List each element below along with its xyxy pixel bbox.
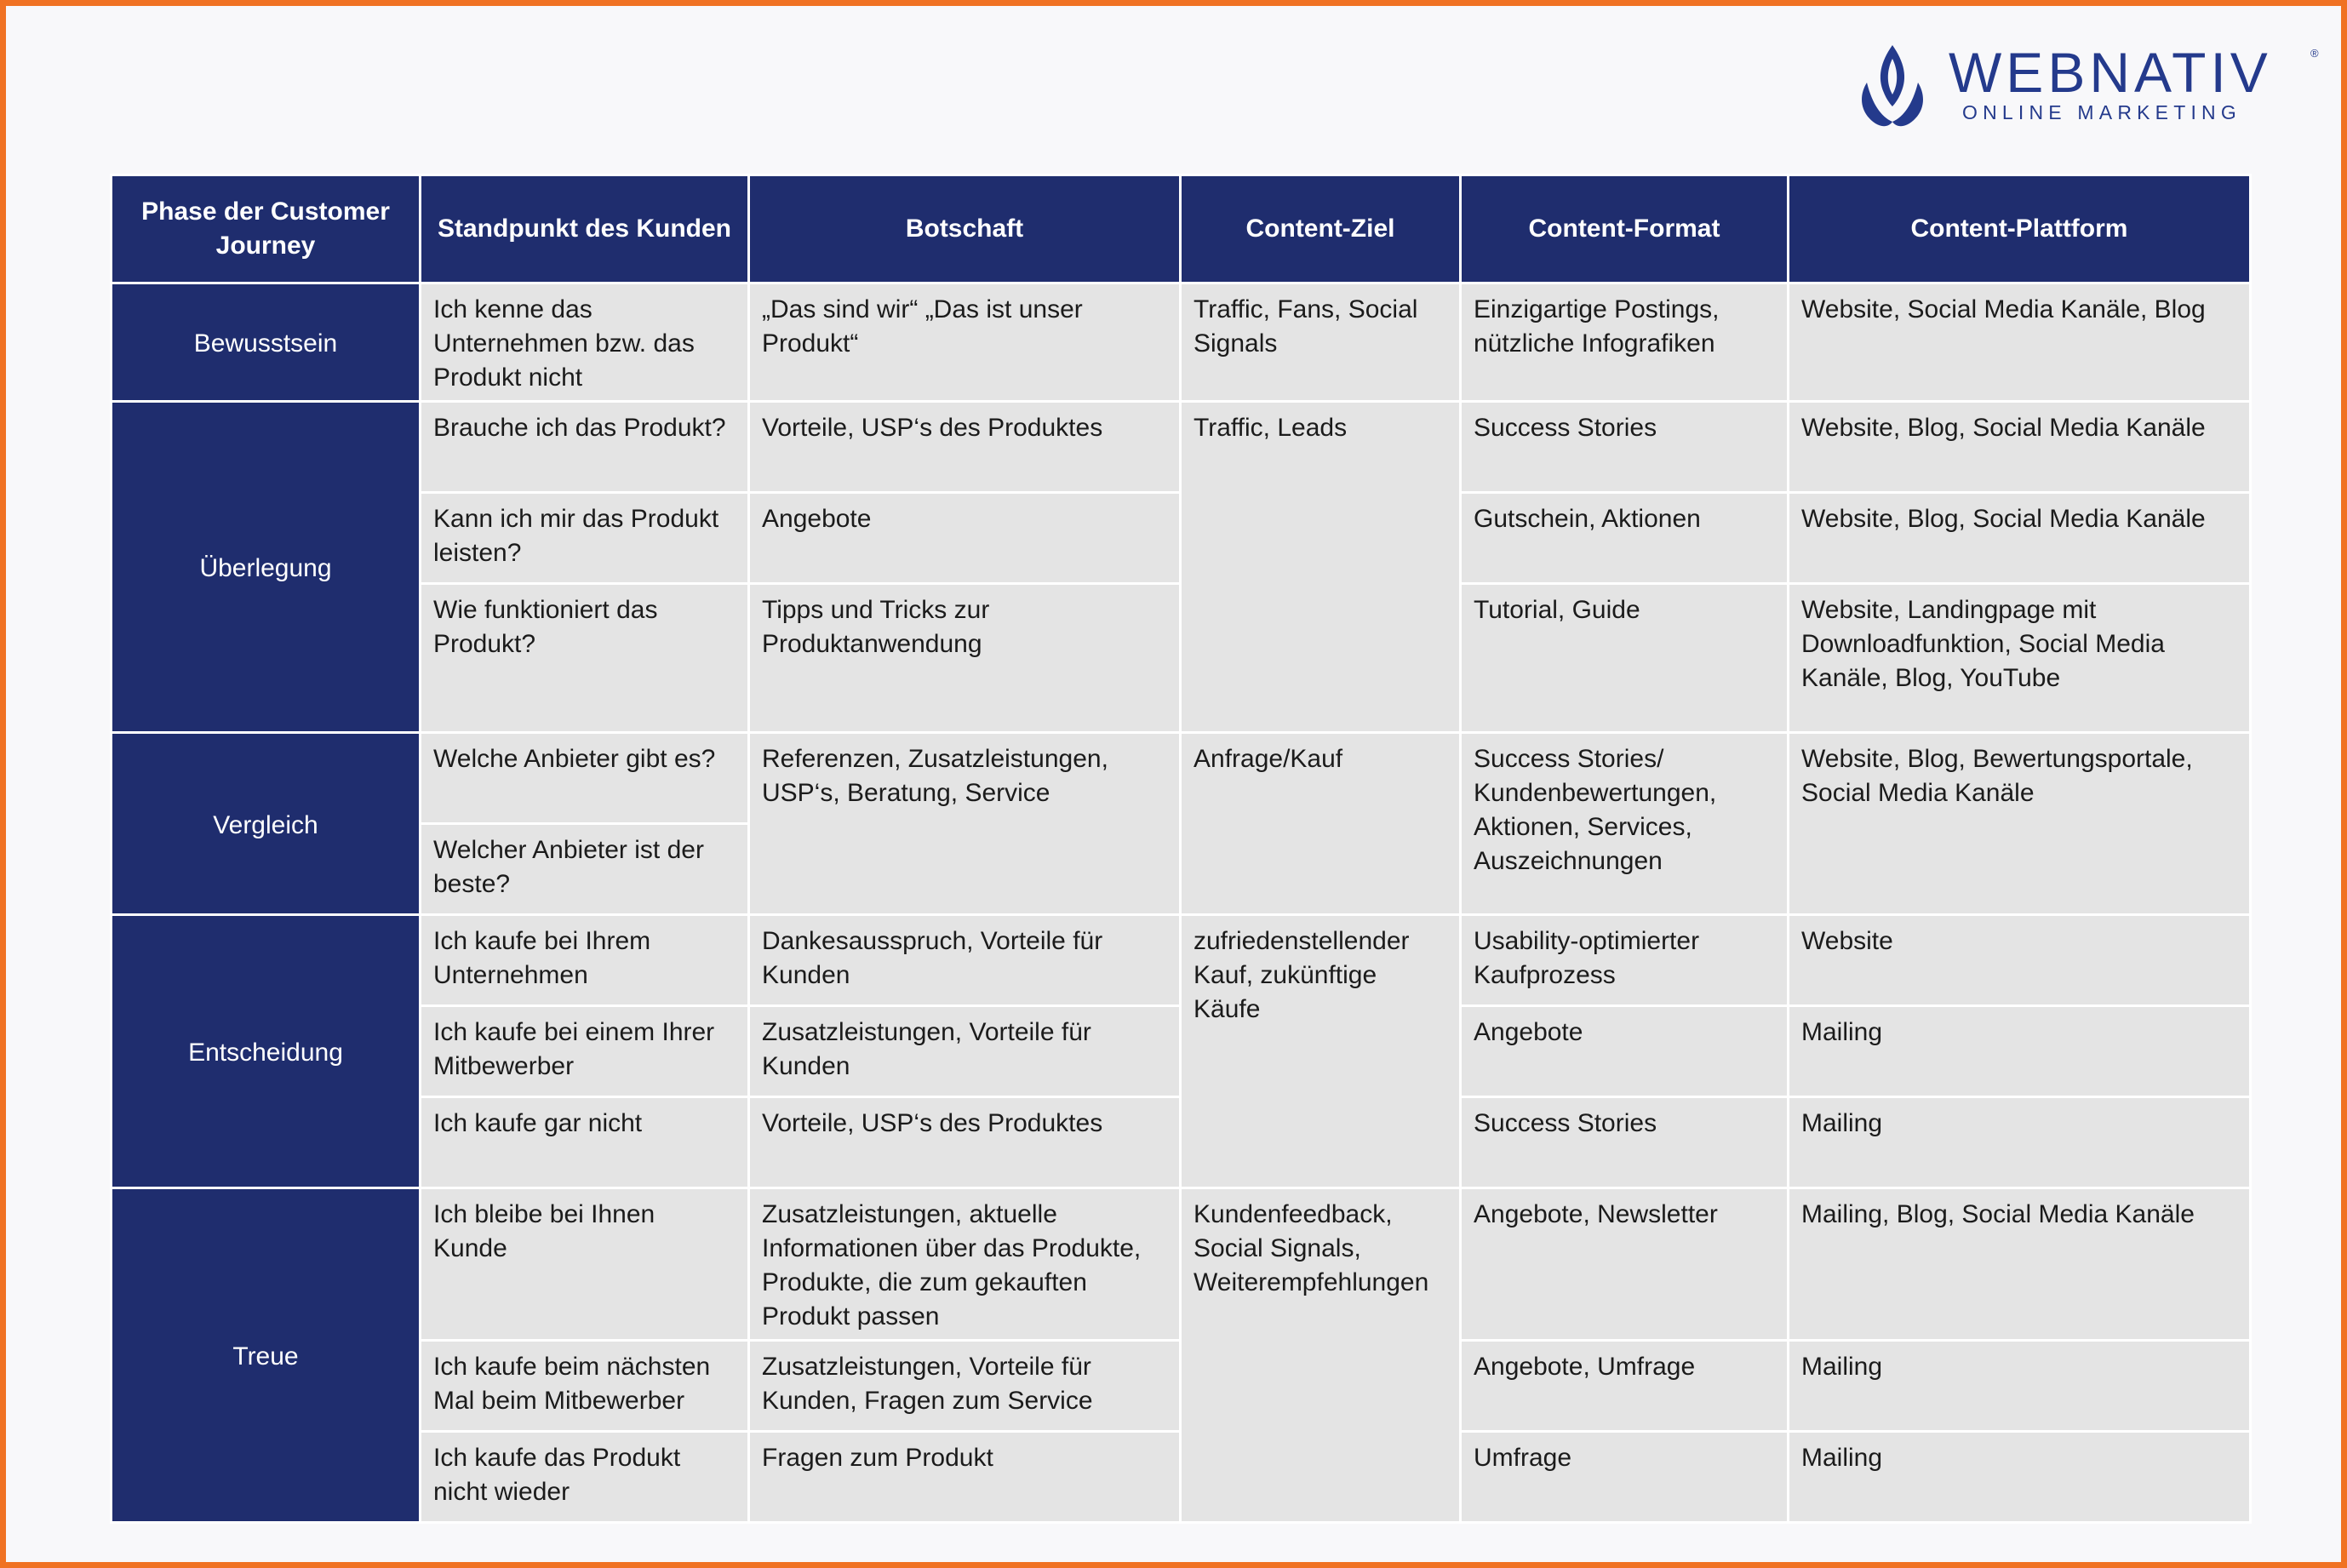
standpunkt-cell: Ich kenne das Unternehmen bzw. das Produkt nicht: [421, 283, 749, 402]
content-format-cell: Angebote, Umfrage: [1461, 1341, 1789, 1432]
content-format-cell: Success Stories: [1461, 1097, 1789, 1188]
content-plattform-cell: Mailing: [1789, 1341, 2251, 1432]
content-plattform-cell: Mailing: [1789, 1006, 2251, 1097]
standpunkt-cell: Wie funktioniert das Produkt?: [421, 584, 749, 733]
phase-cell-entscheidung: Entscheidung: [112, 915, 421, 1188]
logo-wordmark: WEBNATIV: [1949, 41, 2272, 104]
table-row: [112, 733, 2251, 824]
standpunkt-cell: Ich kaufe bei Ihrem Unternehmen: [421, 915, 749, 1006]
standpunkt-cell: Ich kaufe beim nächsten Mal beim Mitbewerber: [421, 1341, 749, 1432]
content-plattform-cell: Mailing, Blog, Social Media Kanäle: [1789, 1188, 2251, 1341]
standpunkt-cell: Ich kaufe das Produkt nicht wieder: [421, 1432, 749, 1523]
header-content-ziel: Content-Ziel: [1181, 175, 1461, 283]
content-format-cell: Umfrage: [1461, 1432, 1789, 1523]
content-plattform-cell: Website, Blog, Social Media Kanäle: [1789, 402, 2251, 493]
content-ziel-cell: Traffic, Fans, Social Signals: [1181, 283, 1461, 402]
botschaft-cell: Referenzen, Zusatzleistungen, USP‘s, Beratung, Service: [749, 733, 1181, 915]
webnativ-logo: [1855, 38, 2323, 132]
botschaft-cell: Dankesausspruch, Vorteile für Kunden: [749, 915, 1181, 1006]
content-format-cell: Einzigartige Postings, nützliche Infografiken: [1461, 283, 1789, 402]
standpunkt-cell: Ich kaufe gar nicht: [421, 1097, 749, 1188]
content-ziel-cell: zufriedenstellender Kauf, zukünftige Käufe: [1181, 915, 1461, 1188]
standpunkt-cell: Ich bleibe bei Ihnen Kunde: [421, 1188, 749, 1341]
customer-journey-table: [110, 174, 2252, 1524]
flame-logo-icon: [1855, 43, 1930, 129]
phase-cell-ueberlegung: Überlegung: [112, 402, 421, 733]
standpunkt-cell: Brauche ich das Produkt?: [421, 402, 749, 493]
phase-cell-treue: Treue: [112, 1188, 421, 1523]
botschaft-cell: Zusatzleistungen, Vorteile für Kunden, Fragen zum Service: [749, 1341, 1181, 1432]
botschaft-cell: Tipps und Tricks zur Produktanwendung: [749, 584, 1181, 733]
botschaft-cell: Fragen zum Produkt: [749, 1432, 1181, 1523]
table-row: [112, 402, 2251, 493]
botschaft-cell: Angebote: [749, 493, 1181, 584]
header-botschaft: Botschaft: [749, 175, 1181, 283]
header-standpunkt: Standpunkt des Kunden: [421, 175, 749, 283]
content-format-cell: Angebote, Newsletter: [1461, 1188, 1789, 1341]
standpunkt-cell: Ich kaufe bei einem Ihrer Mitbewerber: [421, 1006, 749, 1097]
botschaft-cell: Vorteile, USP‘s des Produktes: [749, 402, 1181, 493]
content-format-cell: Angebote: [1461, 1006, 1789, 1097]
phase-cell-bewusstsein: Bewusstsein: [112, 283, 421, 402]
table-row: [112, 283, 2251, 402]
content-plattform-cell: Website, Blog, Bewertungsportale, Social Media Kanäle: [1789, 733, 2251, 915]
table-row: [112, 1188, 2251, 1341]
botschaft-cell: Vorteile, USP‘s des Produktes: [749, 1097, 1181, 1188]
header-content-format: Content-Format: [1461, 175, 1789, 283]
standpunkt-cell: Welcher Anbieter ist der beste?: [421, 824, 749, 915]
content-plattform-cell: Website, Blog, Social Media Kanäle: [1789, 493, 2251, 584]
content-format-cell: Tutorial, Guide: [1461, 584, 1789, 733]
content-format-cell: Success Stories: [1461, 402, 1789, 493]
content-ziel-cell: Traffic, Leads: [1181, 402, 1461, 733]
header-content-plattform: Content-Plattform: [1789, 175, 2251, 283]
table-header-row: [112, 175, 2251, 283]
botschaft-cell: Zusatzleistungen, aktuelle Informationen über das Produkte, Produkte, die zum gekauften Produkt passen: [749, 1188, 1181, 1341]
logo-tagline: ONLINE MARKETING: [1962, 101, 2241, 123]
content-ziel-cell: Anfrage/Kauf: [1181, 733, 1461, 915]
standpunkt-cell: Kann ich mir das Produkt leisten?: [421, 493, 749, 584]
content-format-cell: Usability-optimierter Kaufprozess: [1461, 915, 1789, 1006]
botschaft-cell: Zusatzleistungen, Vorteile für Kunden: [749, 1006, 1181, 1097]
content-format-cell: Gutschein, Aktionen: [1461, 493, 1789, 584]
content-plattform-cell: Mailing: [1789, 1097, 2251, 1188]
registered-mark: ®: [2310, 47, 2319, 60]
content-plattform-cell: Website: [1789, 915, 2251, 1006]
phase-cell-vergleich: Vergleich: [112, 733, 421, 915]
content-plattform-cell: Website, Landingpage mit Downloadfunktion, Social Media Kanäle, Blog, YouTube: [1789, 584, 2251, 733]
standpunkt-cell: Welche Anbieter gibt es?: [421, 733, 749, 824]
content-format-cell: Success Stories/ Kundenbewertungen, Aktionen, Services, Auszeichnungen: [1461, 733, 1789, 915]
header-phase: Phase der Customer Journey: [112, 175, 421, 283]
table-row: [112, 915, 2251, 1006]
content-plattform-cell: Mailing: [1789, 1432, 2251, 1523]
botschaft-cell: „Das sind wir“ „Das ist unser Produkt“: [749, 283, 1181, 402]
content-ziel-cell: Kundenfeedback, Social Signals, Weiterempfehlungen: [1181, 1188, 1461, 1523]
content-plattform-cell: Website, Social Media Kanäle, Blog: [1789, 283, 2251, 402]
